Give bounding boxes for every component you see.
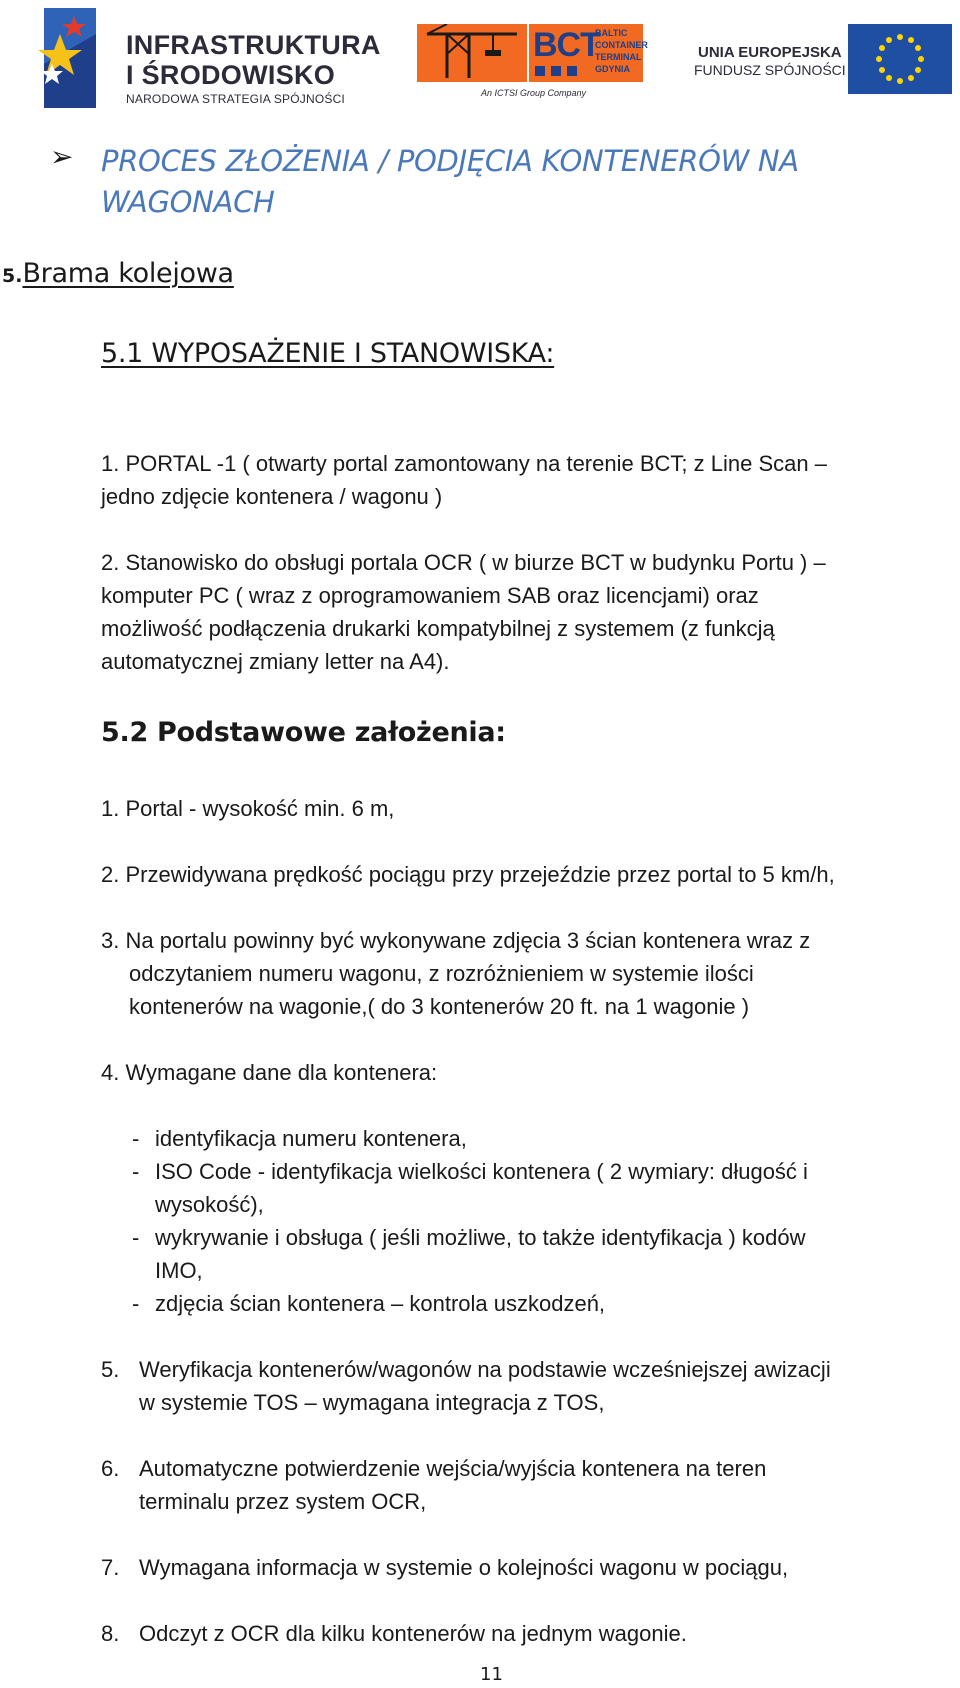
equipment-item-1-line1: 1. PORTAL -1 ( otwarty portal zamontowany na terenie BCT; z Line Scan – [101, 451, 827, 476]
required-data-text: ISO Code - identyfikacja wielkości kontenera ( 2 wymiary: długość i [155, 1159, 808, 1184]
assumption-item-4-title: 4. Wymagane dane dla kontenera: [101, 1060, 438, 1085]
process-title-line2: WAGONACH [101, 185, 275, 219]
bct-text-panel [529, 24, 648, 82]
assumption-item-3-line2: odczytaniem numeru wagonu, z rozróżnieniem w systemie ilości [129, 961, 754, 986]
required-data-text: zdjęcia ścian kontenera – kontrola uszkodzeń, [155, 1291, 606, 1316]
required-data-list [132, 1122, 808, 1320]
assumption-item-3 [101, 924, 810, 1023]
required-data-item [132, 1221, 808, 1254]
dash-bullet: - [132, 1159, 140, 1184]
bct-square-icon [535, 66, 545, 76]
logo-eu-line2: FUNDUSZ SPÓJNOŚCI [694, 62, 846, 78]
bct-tagline: An ICTSI Group Company [481, 88, 587, 98]
numbered-item-text: Weryfikacja kontenerów/wagonów na podstawie wcześniejszej awizacji [139, 1357, 831, 1382]
required-data-item [132, 1122, 808, 1155]
bct-name-line3: TERMINAL [595, 52, 642, 62]
crane-icon [417, 24, 527, 82]
equipment-item-1-line2: jedno zdjęcie kontenera / wagonu ) [101, 484, 443, 509]
logo-infrastruktura-line1: INFRASTRUKTURA [126, 30, 381, 60]
bct-square-icon [567, 66, 577, 76]
required-data-continuation: wysokość), [155, 1192, 264, 1217]
infrastruktura-emblem-icon [30, 4, 102, 112]
assumption-item-3-line3: kontenerów na wagonie,( do 3 kontenerów 20 ft. na 1 wagonie ) [129, 994, 750, 1019]
bct-name-line4: GDYNIA [595, 64, 631, 74]
assumption-item-1: 1. Portal - wysokość min. 6 m, [101, 796, 395, 821]
section51-title: 5.1 WYPOSAŻENIE I STANOWISKA: [101, 338, 555, 369]
eu-flag-icon [848, 24, 952, 94]
logo-infrastruktura-line2: I ŚRODOWISKO [126, 60, 336, 90]
assumption-item-2: 2. Przewidywana prędkość pociągu przy przejeździe przez portal to 5 km/h, [101, 862, 835, 887]
equipment-item-2-line3: możliwość podłączenia drukarki kompatybilnej z systemem (z funkcją [101, 616, 775, 641]
equipment-item-2-line1: 2. Stanowisko do obsługi portala OCR ( w biurze BCT w budynku Portu ) – [101, 550, 826, 575]
equipment-item-2-line4: automatycznej zmiany letter na A4). [101, 649, 450, 674]
logo-eu [694, 22, 930, 98]
section5-number: 5. [2, 265, 23, 287]
required-data-item [132, 1155, 808, 1188]
equipment-item-2-body [101, 546, 826, 678]
section5-title: Brama kolejowa [22, 258, 234, 289]
numbered-item-8 [101, 1617, 687, 1650]
logo-infrastruktura-tagline: NARODOWA STRATEGIA SPÓJNOŚCI [126, 92, 345, 106]
numbered-item-text: Odczyt z OCR dla kilku kontenerów na jednym wagonie. [139, 1621, 687, 1646]
section52-title: 5.2 Podstawowe założenia: [101, 717, 506, 748]
section5-heading [2, 258, 234, 289]
assumption-item-3-line1: 3. Na portalu powinny być wykonywane zdjęcia 3 ścian kontenera wraz z [101, 928, 811, 953]
logo-eu-line1: UNIA EUROPEJSKA [698, 44, 842, 61]
numbered-item-number: 8. [101, 1621, 120, 1646]
dash-bullet: - [132, 1126, 140, 1151]
bullet-arrow-icon: ➢ [50, 140, 74, 173]
numbered-item-text: Automatyczne potwierdzenie wejścia/wyjścia kontenera na teren [139, 1456, 767, 1481]
dash-bullet: - [132, 1291, 140, 1316]
required-data-text: identyfikacja numeru kontenera, [155, 1126, 467, 1151]
numbered-item-number: 5. [101, 1357, 120, 1382]
bct-mark: BCT [533, 26, 600, 64]
required-data-text: wykrywanie i obsługa ( jeśli możliwe, to także identyfikacja ) kodów [155, 1225, 806, 1250]
numbered-item-number: 6. [101, 1456, 120, 1481]
logo-bct [417, 22, 647, 102]
numbered-item-6-row1 [101, 1452, 766, 1485]
numbered-item-continuation: w systemie TOS – wymagana integracja z TOS, [139, 1390, 605, 1415]
numbered-item-text: Wymagana informacja w systemie o kolejności wagonu w pociągu, [139, 1555, 789, 1580]
numbered-item-7 [101, 1551, 788, 1584]
process-title-line1: PROCES ZŁOŻENIA / PODJĘCIA KONTENERÓW NA [101, 144, 799, 178]
bct-name-line1: BALTIC [595, 28, 628, 38]
bct-squares [535, 66, 577, 76]
numbered-item-number: 7. [101, 1555, 120, 1580]
page-number: 11 [480, 1664, 503, 1685]
numbered-item-5-row1 [101, 1353, 831, 1386]
equipment-item-2-line2: komputer PC ( wraz z oprogramowaniem SAB oraz licencjami) oraz [101, 583, 759, 608]
numbered-item-continuation: terminalu przez system OCR, [139, 1489, 427, 1514]
required-data-item [132, 1287, 808, 1320]
logo-infrastruktura [30, 4, 380, 116]
numbered-item-5 [101, 1353, 831, 1419]
dash-bullet: - [132, 1225, 140, 1250]
equipment-item-1 [101, 447, 827, 513]
bct-name-line2: CONTAINER [595, 40, 648, 50]
bct-crane-panel [417, 24, 527, 82]
numbered-item-6 [101, 1452, 766, 1518]
bct-square-icon [551, 66, 561, 76]
required-data-continuation: IMO, [155, 1258, 203, 1283]
